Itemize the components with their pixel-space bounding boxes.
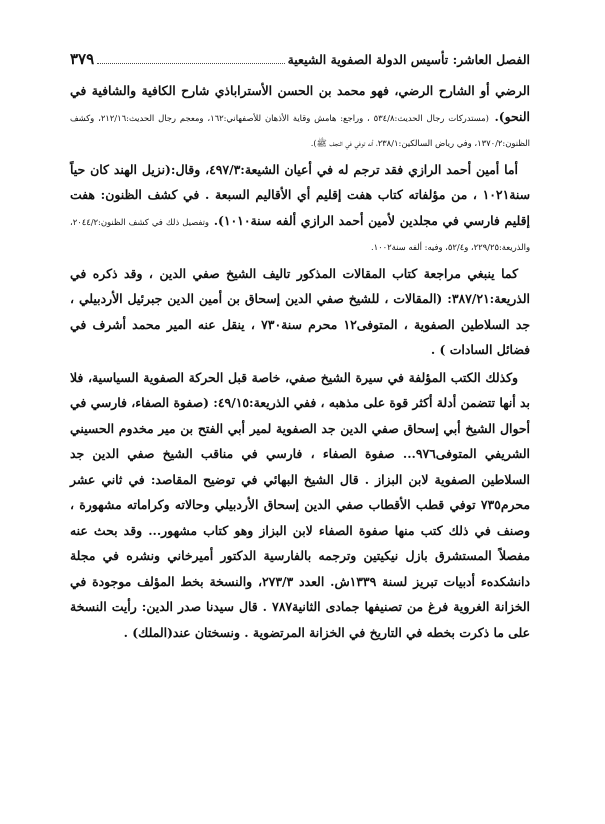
header-dot-leader [97,62,284,64]
paragraph-1 [70,78,530,155]
chapter-title: الفصل العاشر: تأسيس الدولة الصفوية الشيعية [287,52,530,67]
paragraph-3-text: كما ينبغي مراجعة كتاب المقالات المذكور تاليف الشيخ صفي الدين ، وقد ذكره في الذريعة:٣٨٧/٢١: (المقالات ، للشيخ صفي الدين إسحاق بن أمين الدين جبرئيل الأردبيلي ، جد السلاطين الصفوية ، المتوفى١٢ محرم سنة٧٣٠ ، ينقل عنه المير محمد أشرف في فضائل السادات ) . [70,265,530,357]
paragraph-2 [70,157,530,259]
paragraph-1-note: (مستدركات رجال الحديث:٥٣٤/٨ ، وراجع: هامش وقاية الأذهان للأصفهاني:١٦٢، ومعجم رجال الحديث:٢١٢/١٦، وكشف الظنون:١٣٧٠/٢، وفي رياض السالكين:٢٣٨/١، أنه توفي في النجف ﷺ). [70,112,530,148]
running-header [70,50,530,68]
paragraph-1-text: الرضي أو الشارح الرضي، فهو محمد بن الحسن الأستراباذي شارح الكافية والشافية في النحو). [70,83,531,124]
paragraph-2-text: أما أمين أحمد الرازي فقد ترجم له في أعيان الشيعة:٤٩٧/٣، وقال:(نزيل الهند كان حياً سنة١٠٢١ ، من مؤلفاته كتاب هفت إقليم أي الأقاليم السبعة . في كشف الظنون: هفت إقليم فارسي في مجلدين لأمين أحمد الرازي ألفه سنة١٠١٠). [70,161,530,228]
paragraph-2-note: وتفصيل ذلك في كشف الظنون:٢٠٤٤/٢، والذريعة:٢٢٩/٢٥، و٥٢/٤، وفيه: ألفه سنة١٠٠٢. [70,216,530,252]
page-number: ٣٧٩ [70,50,95,68]
paragraph-4-text: وكذلك الكتب المؤلفة في سيرة الشيخ صفي، خاصة قبل الحركة الصفوية السياسية، فلا بد أنها تتضمن أدلة أكثر قوة على مذهبه ، ففي الذريعة:٤٩/١٥: (صفوة الصفاء، فارسي في أحوال الشيخ أبي إسحاق صفي الدين جد الصفوية لمير أبي الفتح بن مير مخدوم الحسيني الشريفي المتوفى٩٧٦... صفوة الصفاء ، فارسي في مناقب الشيخ صفي الدين جد السلاطين الصفوية لابن البزاز . قال الشيخ البهائي في توضيح المقاصد: في ثاني عشر محرم٧٣٥ توفي قطب الأقطاب صفي الدين إسحاق الأردبيلي وحالاته وكراماته مشهورة ، وصنف في ذلك كتب منها صفوة الصفاء لابن البزاز وهو كتاب مشهور... وقد بحث عنه مفصلاً المستشرق بازل نيكيتين وترجمه بالفارسية الدكتور أميرخاني ونشره في مجلة دانشكدهء أدبيات تبريز لسنة ١٣٣٩ش. العدد ٢٧٣/٣، والنسخة بخط المؤلف موجودة في الخزانة الغروية فرغ من تصنيفها جمادى الثانية٧٨٧ . قال سيدنا صدر الدين: رأيت النسخة على ما ذكرت بخطه في التاريخ في الخزانة المرتضوية . ونسختان عند(الملك) . [70,369,531,640]
book-page [70,50,530,647]
paragraph-4 [70,365,530,646]
paragraph-3 [70,261,530,363]
